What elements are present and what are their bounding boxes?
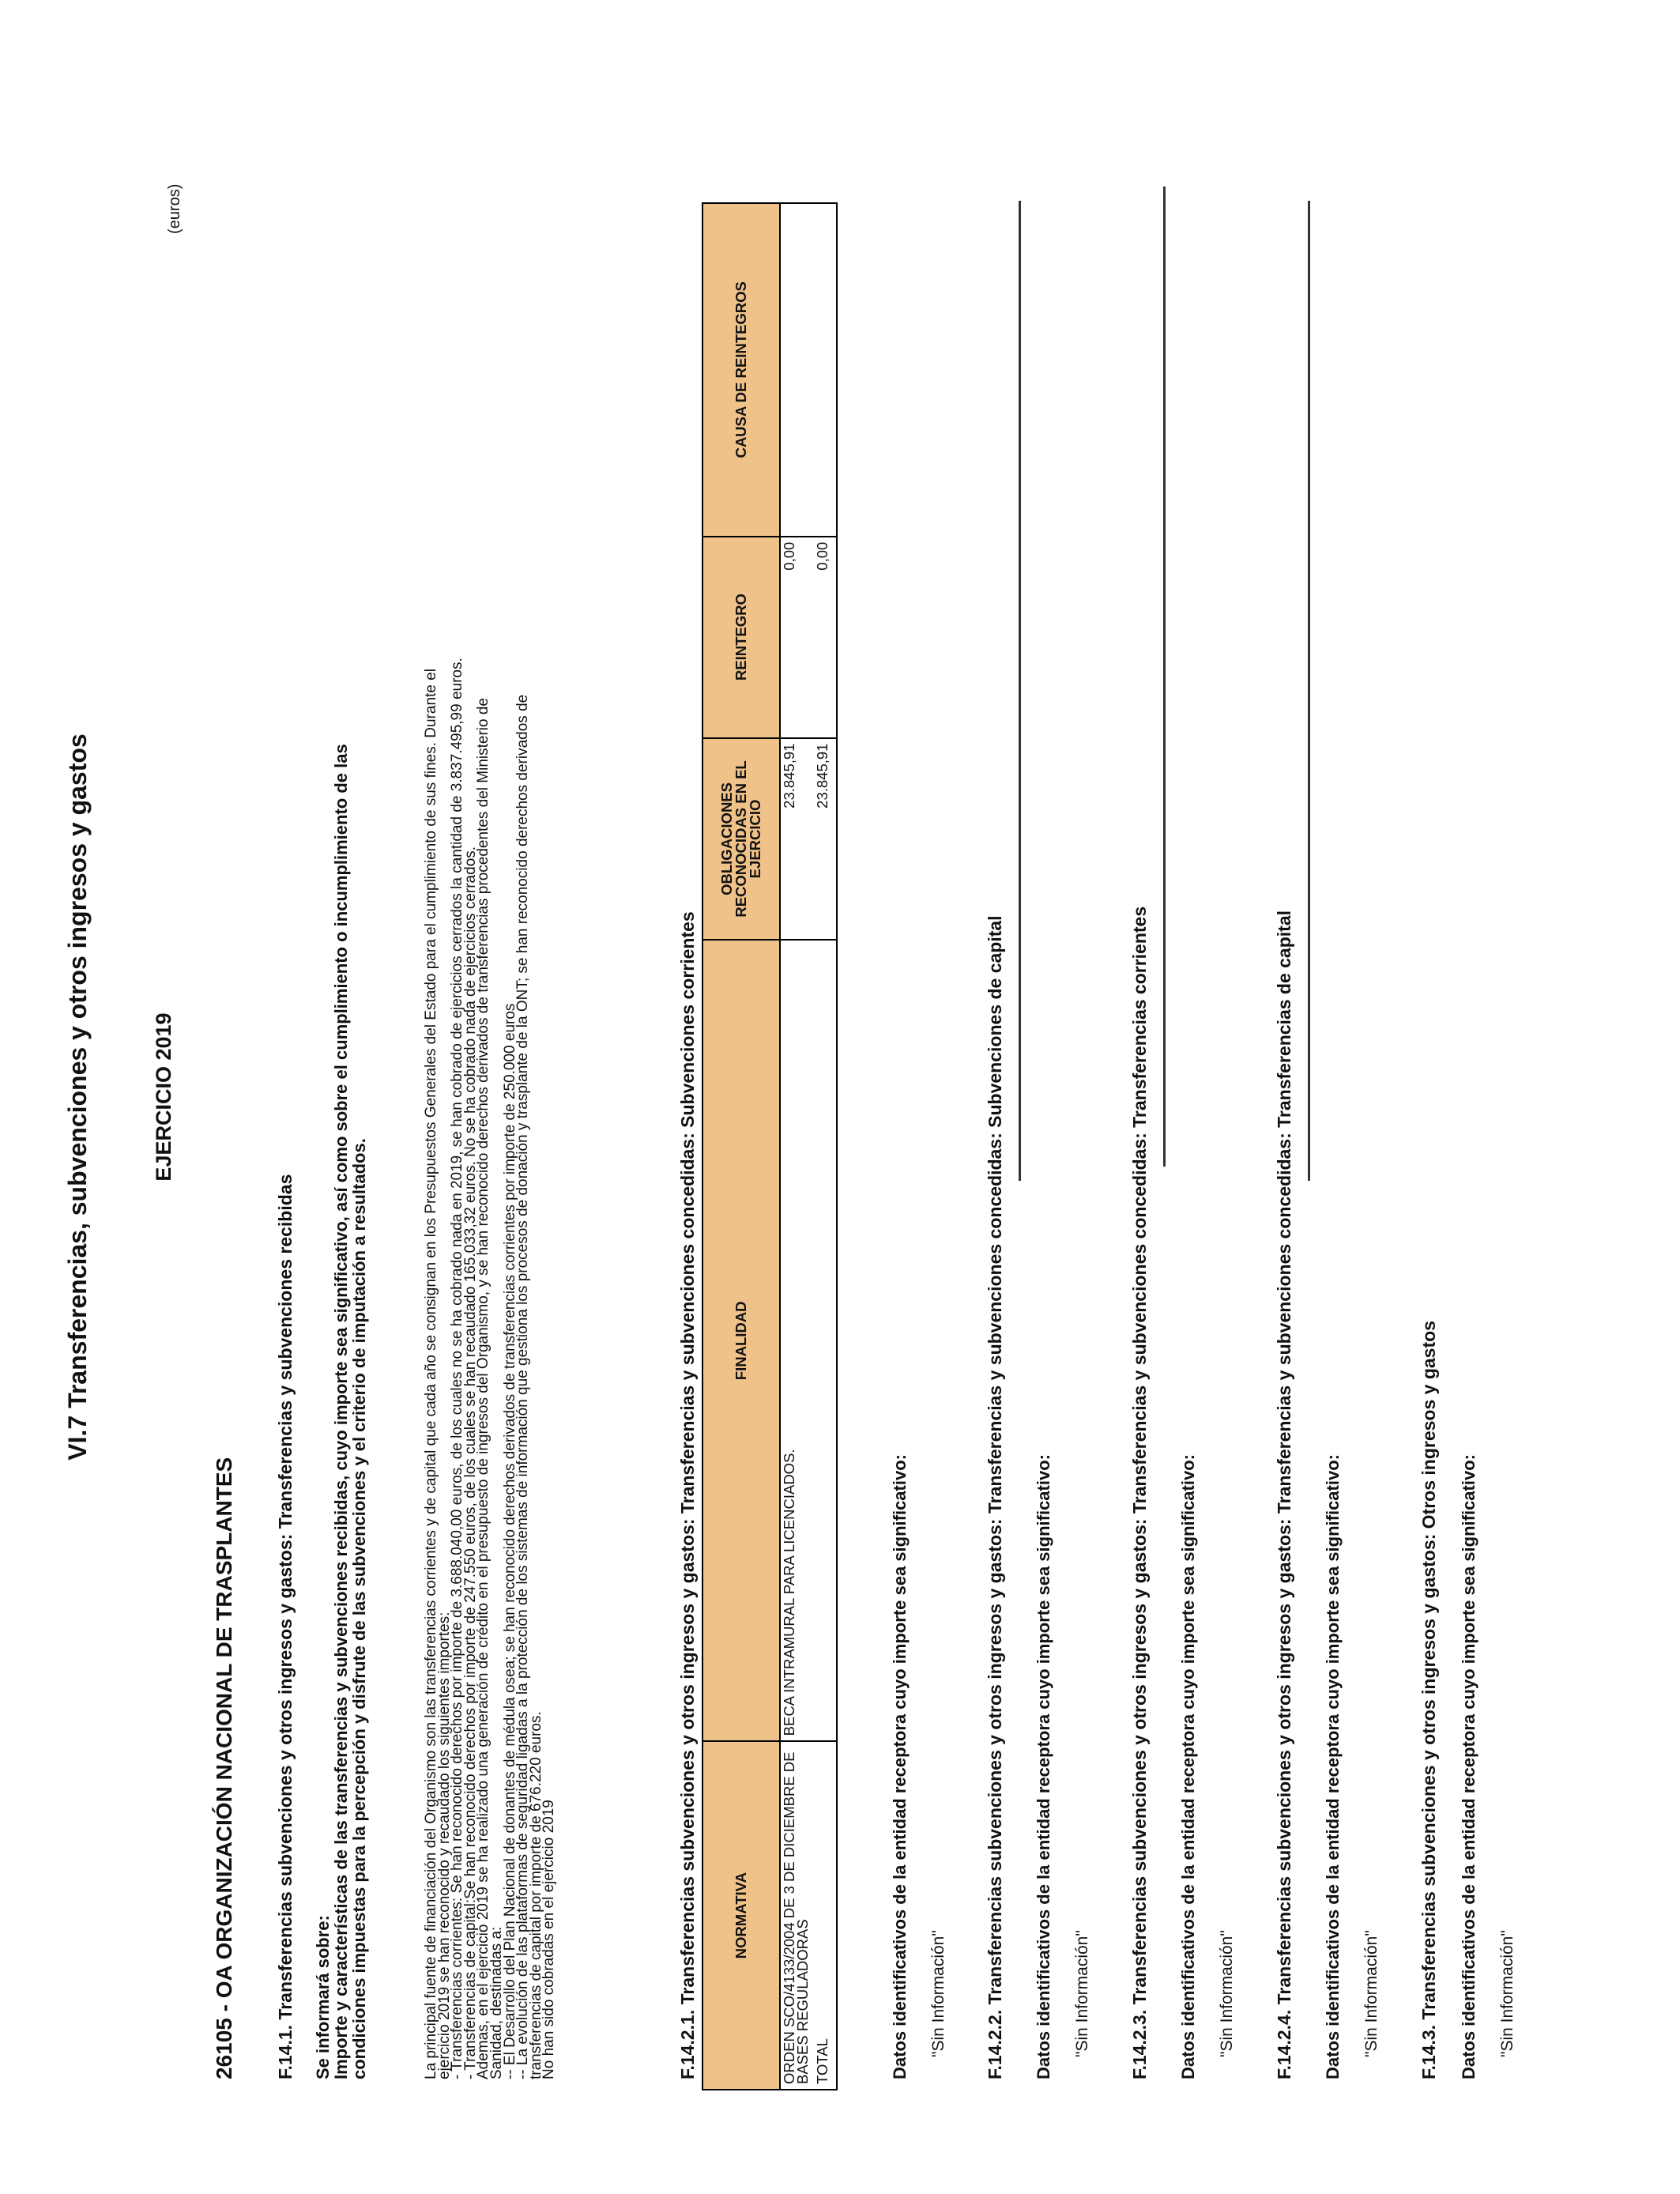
sin-informacion-f1422: "Sin Información"	[1073, 1930, 1091, 2057]
paragraph-line: - Transferencias corrientes: Se han reconocido derechos por importe de 3.688.040,00 euros, de los cuales no se ha cobrado nada en 2019, se han cobrado de ejercicios cerrados la cantidad de 3.837.495,99 euros.	[449, 658, 466, 2079]
cell-total-obligaciones: 23.845,91	[814, 738, 837, 941]
table-header-row	[703, 203, 780, 2090]
cell-normativa: ORDEN SCO/4133/2004 DE 3 DE DICIEMBRE DE BASES REGULADORAS	[780, 1741, 814, 2090]
paragraph-line: -- El Desarrollo del Plan Nacional de donantes de médula osea; se han reconocido derechos derivados de transferencias corrientes por importe de 250.000 euros	[501, 1003, 518, 2079]
section-heading-f1424: F.14.2.4. Transferencias subvenciones y otros ingresos y gastos: Transferencias y subvenciones concedidas: Transferencias de capital	[1274, 910, 1294, 2079]
page-title: VI.7 Transferencias, subvenciones y otros ingresos y gastos	[63, 733, 92, 1461]
datos-identificativos-f1422: Datos identificativos de la entidad receptora cuyo importe sea significativo:	[1034, 1454, 1053, 2079]
sin-informacion-f1421: "Sin Información"	[929, 1930, 947, 2057]
section-heading-f143: F.14.3. Transferencias subvenciones y otros ingresos y gastos: Otros ingresos y gastos	[1418, 1321, 1439, 2079]
sin-informacion-f143: "Sin Información"	[1498, 1930, 1516, 2057]
importe-text-line-2: condiciones impuestas para la percepción y disfrute de las subvenciones y el criterio de imputación a resultados.	[349, 1138, 369, 2079]
sin-informacion-f1423: "Sin Información"	[1218, 1930, 1236, 2057]
datos-identificativos-f1421: Datos identificativos de la entidad receptora cuyo importe sea significativo:	[890, 1454, 910, 2079]
cell-total-causa	[814, 203, 837, 537]
datos-identificativos-f1424: Datos identificativos de la entidad receptora cuyo importe sea significativo:	[1323, 1454, 1343, 2079]
paragraph-line: Sanidad, destinadas a:	[488, 1926, 505, 2079]
cell-total-label: TOTAL	[814, 1741, 837, 2090]
datos-identificativos-f1423: Datos identificativos de la entidad receptora cuyo importe sea significativo:	[1178, 1454, 1198, 2079]
paragraph-line: La principal fuente de financiación del Organismo son las transferencias corrientes y de capital que cada año se consignan en los Presupuestos Generales del Estado para el cumplimiento de sus fines. Durante el	[423, 669, 439, 2079]
col-finalidad: FINALIDAD	[703, 940, 780, 1741]
datos-identificativos-f143: Datos identificativos de la entidad receptora cuyo importe sea significativo:	[1459, 1454, 1478, 2079]
col-normativa: NORMATIVA	[703, 1741, 780, 2090]
cell-obligaciones: 23.845,91	[780, 738, 814, 941]
sin-informacion-f1424: "Sin Información"	[1362, 1930, 1381, 2057]
cell-finalidad: BECA INTRAMURAL PARA LICENCIADOS.	[780, 940, 814, 1741]
paragraph-line: - Transferencias de capital:Se han reconocido derechos por importe de 247.550 euros, de los cuales se han recaudado 165.033,32 euros. No se ha cobrado nada de ejercicios cerrados.	[461, 846, 479, 2079]
divider	[1163, 187, 1166, 1167]
section-heading-f1423: F.14.2.3. Transferencias subvenciones y otros ingresos y gastos: Transferencias y subvenciones concedidas: Transferencias corrientes	[1129, 906, 1150, 2079]
fiscal-year: EJERCICIO 2019	[152, 1012, 175, 1182]
col-obligaciones: OBLIGACIONES RECONOCIDAS EN EL EJERCICIO	[703, 738, 780, 941]
organization-name: 26105 - OA ORGANIZACIÓN NACIONAL DE TRASPLANTES	[212, 1457, 236, 2079]
cell-total-finalidad	[814, 940, 837, 1741]
table-total-row	[814, 203, 837, 2090]
divider	[1308, 201, 1310, 1181]
paragraph-line: -- La evolución de las plataformas de seguridad ligadas a la protección de los sistemas de información que gestiona los procesos de donación y trasplante de la ONT; se han reconocido derechos derivados de	[514, 694, 532, 2079]
paragraph-line: ejercicio 2019 se han reconocido y recaudado los siguientes importes:	[435, 1612, 453, 2079]
cell-reintegro: 0,00	[780, 537, 814, 738]
section-heading-f141: F.14.1. Transferencias subvenciones y otros ingresos y gastos: Transferencias y subvenciones recibidas	[275, 1174, 296, 2079]
section-heading-f1421: F.14.2.1. Transferencias subvenciones y otros ingresos y gastos: Transferencias y subvenciones concedidas: Subvenciones corrientes	[677, 911, 698, 2079]
table-row	[780, 203, 814, 2090]
section-heading-f1422: F.14.2.2. Transferencias subvenciones y otros ingresos y gastos: Transferencias y subvenciones concedidas: Subvenciones de capital	[985, 915, 1005, 2079]
col-reintegro: REINTEGRO	[703, 537, 780, 738]
importe-text-line-1: Importe y características de las transferencias y subvenciones recibidas, cuyo importe sea significativo, así como sobre el cumplimiento o incumplimiento de las	[331, 744, 351, 2079]
paragraph-line: No han sido cobradas en el ejercicio 2019	[541, 1800, 558, 2079]
financing-paragraph	[425, 214, 556, 2079]
paragraph-line: transferencias de capital por importe de 676.220 euros.	[527, 1711, 544, 2079]
subvenciones-table	[702, 202, 838, 2090]
currency-unit: (euros)	[166, 183, 183, 234]
cell-total-reintegro: 0,00	[814, 537, 837, 738]
divider	[1019, 201, 1021, 1181]
col-causa: CAUSA DE REINTEGROS	[703, 203, 780, 537]
paragraph-line: Ademas, en el ejercicio 2019 se ha realizado una generación de crédito en el presupuesto de ingresos del Organismo, y se han reconocido derechos derivados de transferencias procedentes del Ministerio de	[475, 698, 492, 2079]
cell-causa	[780, 203, 814, 537]
informara-label: Se informará sobre:	[313, 1915, 333, 2079]
